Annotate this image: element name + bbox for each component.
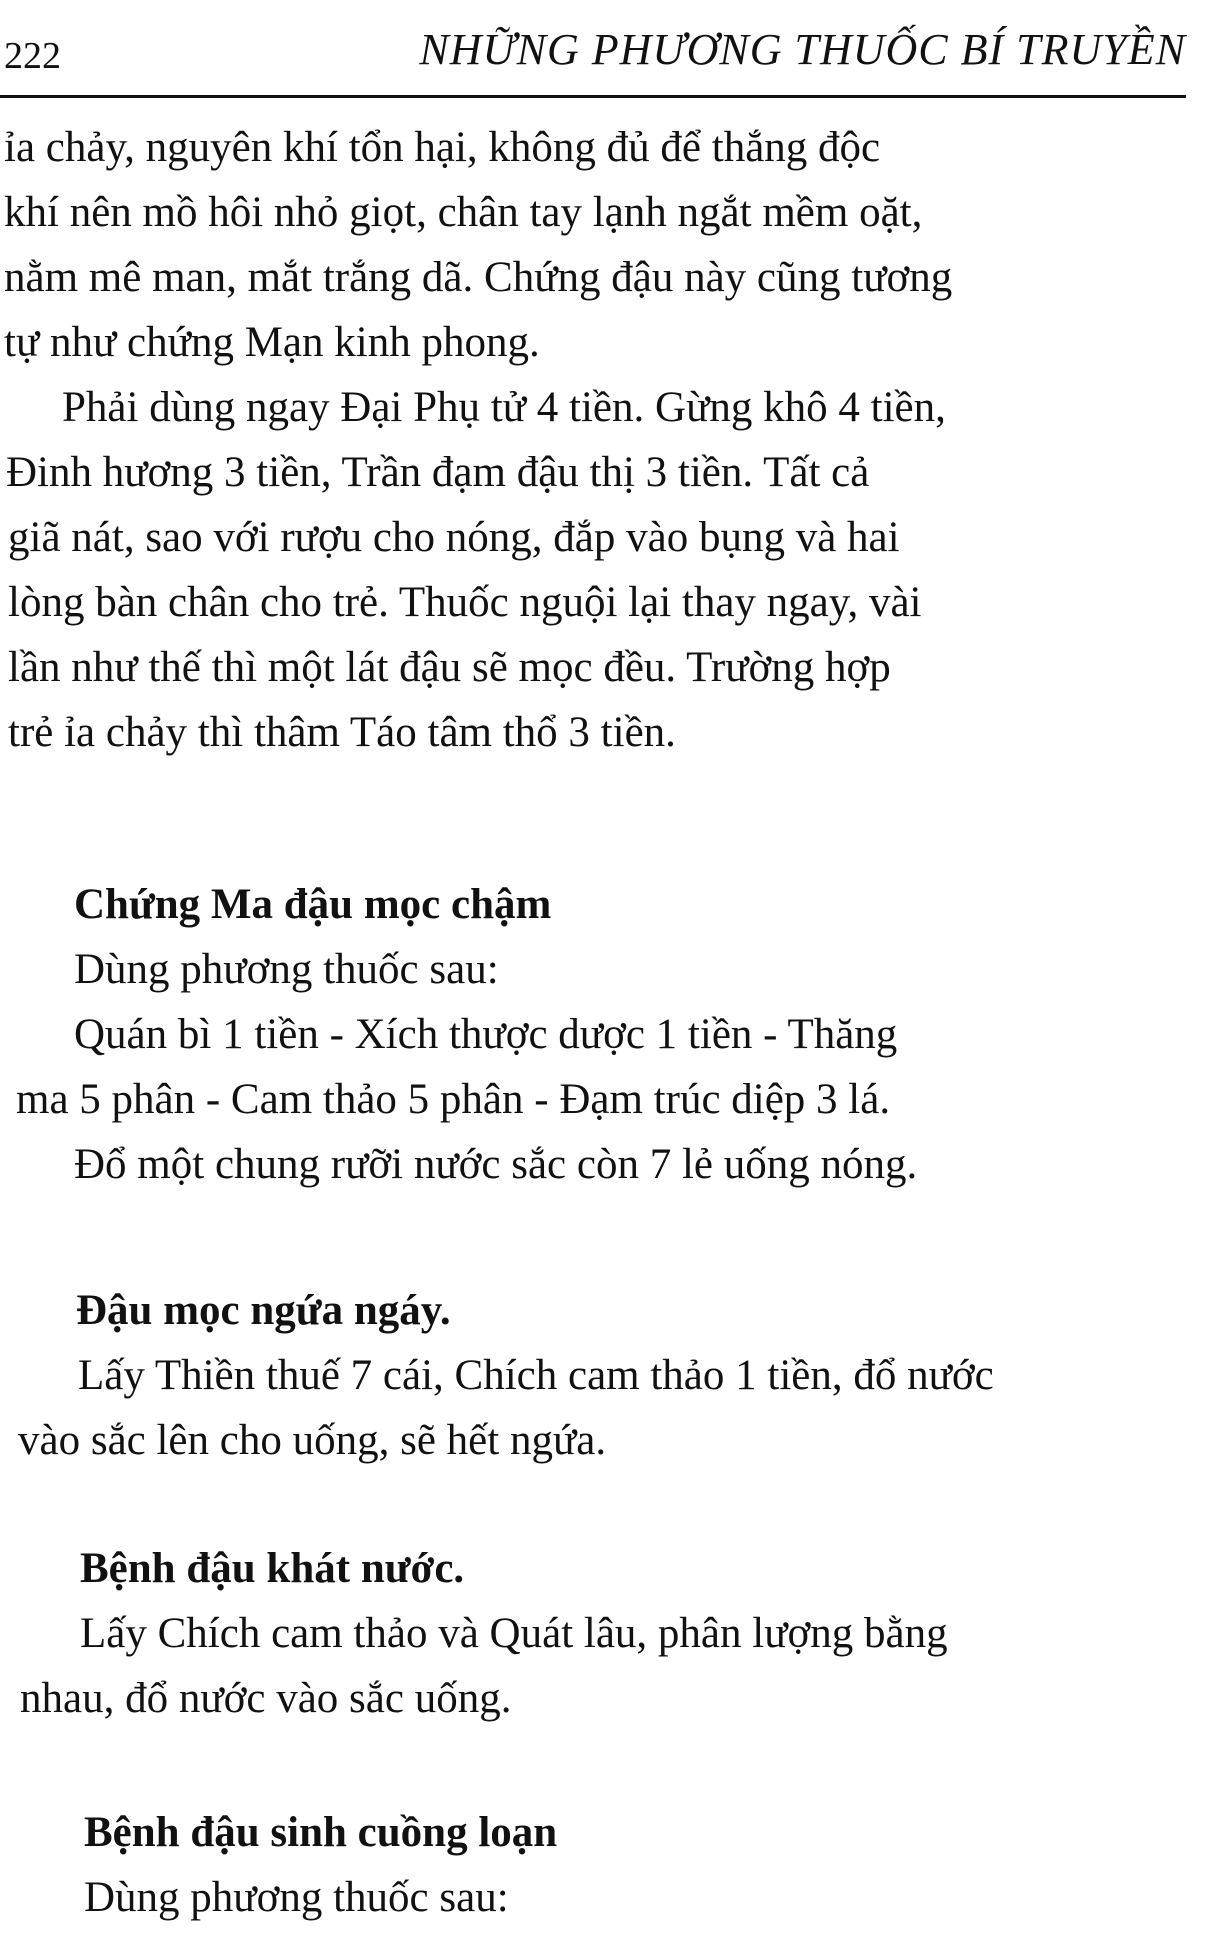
text-line: giã nát, sao với rượu cho nóng, đắp vào bụng và hai [8, 514, 900, 561]
section-heading: Bệnh đậu khát nước. [80, 1545, 465, 1592]
text-line: Dùng phương thuốc sau: [84, 1874, 509, 1921]
text-line: Đổ một chung rưỡi nước sắc còn 7 lẻ uống nóng. [74, 1141, 918, 1188]
header-rule [0, 95, 1186, 98]
text-line: tự như chứng Mạn kinh phong. [4, 319, 540, 366]
text-line: khí nên mồ hôi nhỏ giọt, chân tay lạnh ngắt mềm oặt, [4, 189, 923, 236]
page-header [0, 18, 1190, 88]
page-number: 222 [4, 35, 61, 77]
text-line: Đinh hương 3 tiền, Trần đạm đậu thị 3 tiền. Tất cả [6, 449, 870, 496]
running-title: NHỮNG PHƯƠNG THUỐC BÍ TRUYỀN [419, 25, 1186, 74]
intro-paragraph [0, 115, 1200, 765]
section-cuong-loan [0, 1800, 1200, 1930]
text-line: Lấy Chích cam thảo và Quát lâu, phân lượng bằng [80, 1610, 948, 1657]
text-line: Phải dùng ngay Đại Phụ tử 4 tiền. Gừng khô 4 tiền, [62, 384, 946, 431]
section-heading: Bệnh đậu sinh cuồng loạn [84, 1809, 558, 1856]
section-ngua-ngay [0, 1278, 1200, 1473]
text-line: trẻ ỉa chảy thì thâm Táo tâm thổ 3 tiền. [8, 709, 676, 756]
text-line: lòng bàn chân cho trẻ. Thuốc nguội lại thay ngay, vài [8, 579, 922, 626]
text-line: nằm mê man, mắt trắng dã. Chứng đậu này cũng tương [4, 254, 953, 301]
section-khat-nuoc [0, 1536, 1200, 1731]
text-line: Dùng phương thuốc sau: [74, 946, 499, 993]
text-line: Quán bì 1 tiền - Xích thược dược 1 tiền - Thăng [74, 1011, 898, 1058]
text-line: ma 5 phân - Cam thảo 5 phân - Đạm trúc diệp 3 lá. [16, 1076, 891, 1123]
text-line: Lấy Thiền thuế 7 cái, Chích cam thảo 1 tiền, đổ nước [78, 1352, 994, 1399]
section-ma-dau [0, 872, 1200, 1197]
text-line: nhau, đổ nước vào sắc uống. [20, 1675, 512, 1722]
text-line: ỉa chảy, nguyên khí tổn hại, không đủ để thắng độc [4, 124, 881, 171]
section-heading: Chứng Ma đậu mọc chậm [74, 881, 552, 928]
text-line: vào sắc lên cho uống, sẽ hết ngứa. [18, 1417, 607, 1464]
text-line: lần như thế thì một lát đậu sẽ mọc đều. Trường hợp [8, 644, 891, 691]
section-heading: Đậu mọc ngứa ngáy. [76, 1287, 451, 1334]
